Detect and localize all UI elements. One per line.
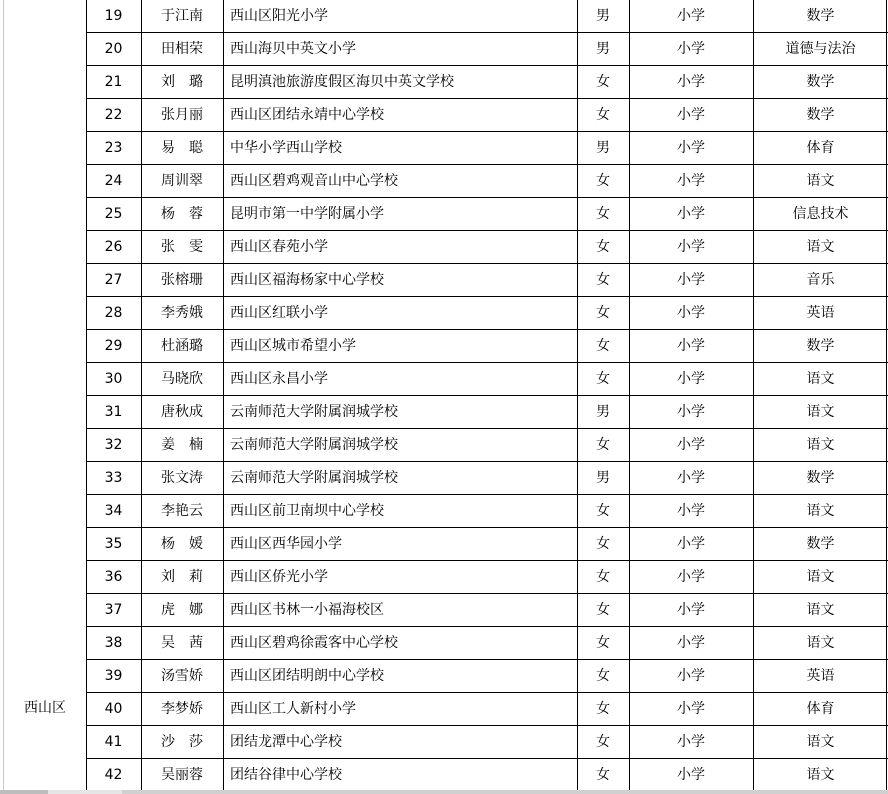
school-name-cell[interactable]: 西山区碧鸡观音山中心学校 [230, 173, 398, 189]
gender-cell[interactable]: 女 [596, 305, 610, 321]
school-name-cell[interactable]: 中华小学西山学校 [230, 140, 342, 156]
subject-cell[interactable]: 数学 [806, 338, 835, 354]
school-name-cell[interactable]: 西山区春苑小学 [230, 239, 328, 255]
gender-cell[interactable]: 男 [596, 8, 610, 24]
table-row [86, 429, 888, 462]
subject-cell[interactable]: 语文 [806, 371, 835, 387]
row-number-cell[interactable]: 38 [104, 635, 123, 651]
teacher-name-cell[interactable]: 于江南 [161, 8, 203, 24]
school-level-cell[interactable]: 小学 [677, 470, 705, 486]
subject-cell[interactable]: 英语 [806, 668, 835, 684]
table-row [86, 297, 888, 330]
horizontal-scrollbar[interactable] [0, 790, 888, 794]
subject-cell[interactable]: 数学 [806, 470, 835, 486]
teacher-name-cell[interactable]: 易 聪 [161, 140, 203, 156]
teacher-name-cell[interactable]: 张榕珊 [161, 272, 203, 288]
row-number-cell[interactable]: 24 [104, 173, 123, 189]
row-number-cell[interactable]: 23 [104, 140, 123, 156]
subject-cell[interactable]: 语文 [806, 503, 835, 519]
teacher-name-cell[interactable]: 虎 娜 [161, 602, 203, 618]
gender-cell[interactable]: 女 [596, 503, 610, 519]
teacher-name-cell[interactable]: 田相荣 [161, 41, 203, 57]
row-number-cell[interactable]: 29 [104, 338, 123, 354]
school-level-cell[interactable]: 小学 [677, 404, 705, 420]
school-name-cell[interactable]: 云南师范大学附属润城学校 [230, 404, 398, 420]
gender-cell[interactable]: 女 [596, 272, 610, 288]
subject-cell[interactable]: 道德与法治 [785, 41, 856, 57]
teacher-name-cell[interactable]: 刘 莉 [161, 569, 203, 585]
row-number-cell[interactable]: 34 [104, 503, 123, 519]
school-level-cell[interactable]: 小学 [677, 8, 705, 24]
subject-cell[interactable]: 语文 [806, 437, 835, 453]
subject-cell[interactable]: 音乐 [806, 272, 835, 288]
gender-cell[interactable]: 女 [596, 569, 610, 585]
row-number-cell[interactable]: 37 [104, 602, 123, 618]
gender-cell[interactable]: 男 [596, 140, 610, 156]
school-level-cell[interactable]: 小学 [677, 569, 705, 585]
school-name-cell[interactable]: 西山区前卫南坝中心学校 [230, 503, 384, 519]
subject-cell[interactable]: 英语 [806, 305, 835, 321]
table-row [86, 330, 888, 363]
teacher-name-cell[interactable]: 杨 媛 [161, 536, 203, 552]
school-level-cell[interactable]: 小学 [677, 206, 705, 222]
school-level-cell[interactable]: 小学 [677, 437, 705, 453]
subject-cell[interactable]: 数学 [806, 74, 835, 90]
row-number-cell[interactable]: 19 [104, 8, 123, 24]
teacher-name-cell[interactable]: 马晓欣 [161, 371, 203, 387]
school-level-cell[interactable]: 小学 [677, 239, 705, 255]
teacher-name-cell[interactable]: 刘 璐 [161, 74, 203, 90]
school-level-cell[interactable]: 小学 [677, 734, 705, 750]
teacher-name-cell[interactable]: 杨 蓉 [161, 206, 203, 222]
table-row [86, 495, 888, 528]
school-name-cell[interactable]: 西山区侨光小学 [230, 569, 328, 585]
subject-cell[interactable]: 体育 [806, 701, 835, 717]
teacher-name-cell[interactable]: 姜 楠 [161, 437, 203, 453]
school-name-cell[interactable]: 西山区阳光小学 [230, 8, 328, 24]
subject-cell[interactable]: 语文 [806, 404, 835, 420]
teacher-name-cell[interactable]: 杜涵璐 [161, 338, 203, 354]
teacher-name-cell[interactable]: 周训翠 [161, 173, 203, 189]
table-row [86, 594, 888, 627]
teacher-name-cell[interactable]: 李艳云 [161, 503, 203, 519]
gender-cell[interactable]: 女 [596, 635, 610, 651]
table-row [86, 363, 888, 396]
row-number-cell[interactable]: 28 [104, 305, 123, 321]
row-number-cell[interactable]: 35 [104, 536, 123, 552]
row-number-cell[interactable]: 25 [104, 206, 123, 222]
subject-cell[interactable]: 语文 [806, 239, 835, 255]
school-level-cell[interactable]: 小学 [677, 536, 705, 552]
school-name-cell[interactable]: 西山区红联小学 [230, 305, 328, 321]
row-number-cell[interactable]: 36 [104, 569, 123, 585]
table-row [86, 759, 888, 792]
school-level-cell[interactable]: 小学 [677, 107, 705, 123]
row-number-cell[interactable]: 20 [104, 41, 123, 57]
school-level-cell[interactable]: 小学 [677, 305, 705, 321]
subject-cell[interactable]: 语文 [806, 173, 835, 189]
school-name-cell[interactable]: 团结龙潭中心学校 [230, 734, 342, 750]
gender-cell[interactable]: 男 [596, 470, 610, 486]
table-row [86, 132, 888, 165]
row-number-cell[interactable]: 39 [104, 668, 123, 684]
school-name-cell[interactable]: 西山区工人新村小学 [230, 701, 356, 717]
row-number-cell[interactable]: 33 [104, 470, 123, 486]
table-row [86, 99, 888, 132]
gender-cell[interactable]: 男 [596, 41, 610, 57]
subject-cell[interactable]: 语文 [806, 602, 835, 618]
gender-cell[interactable]: 女 [596, 602, 610, 618]
scrollbar-segment [0, 790, 48, 794]
gender-cell[interactable]: 女 [596, 701, 610, 717]
row-number-cell[interactable]: 21 [104, 74, 123, 90]
school-level-cell[interactable]: 小学 [677, 41, 705, 57]
teacher-name-cell[interactable]: 唐秋成 [161, 404, 203, 420]
school-level-cell[interactable]: 小学 [677, 173, 705, 189]
table-row [86, 561, 888, 594]
table-row [86, 660, 888, 693]
school-name-cell[interactable]: 云南师范大学附属润城学校 [230, 470, 398, 486]
row-number-cell[interactable]: 27 [104, 272, 123, 288]
row-number-cell[interactable]: 32 [104, 437, 123, 453]
school-name-cell[interactable]: 西山区团结明朗中心学校 [230, 668, 384, 684]
row-number-cell[interactable]: 40 [104, 701, 123, 717]
school-name-cell[interactable]: 西山区永昌小学 [230, 371, 328, 387]
subject-cell[interactable]: 体育 [806, 140, 835, 156]
table-row [86, 198, 888, 231]
school-name-cell[interactable]: 西山海贝中英文小学 [230, 41, 356, 57]
table-row [86, 726, 888, 759]
school-name-cell[interactable]: 西山区西华园小学 [230, 536, 342, 552]
gender-cell[interactable]: 女 [596, 338, 610, 354]
gender-cell[interactable]: 女 [596, 74, 610, 90]
school-level-cell[interactable]: 小学 [677, 668, 705, 684]
teacher-name-cell[interactable]: 张 雯 [161, 239, 203, 255]
gender-cell[interactable]: 女 [596, 767, 610, 783]
table-row [86, 33, 888, 66]
teacher-name-cell[interactable]: 李秀娥 [161, 305, 203, 321]
table-row [86, 627, 888, 660]
subject-cell[interactable]: 数学 [806, 107, 835, 123]
school-name-cell[interactable]: 昆明市第一中学附属小学 [230, 206, 384, 222]
table-row [86, 396, 888, 429]
subject-cell[interactable]: 语文 [806, 734, 835, 750]
school-name-cell[interactable]: 西山区团结永靖中心学校 [230, 107, 384, 123]
teacher-name-cell[interactable]: 张文涛 [161, 470, 203, 486]
school-level-cell[interactable]: 小学 [677, 635, 705, 651]
school-name-cell[interactable]: 昆明滇池旅游度假区海贝中英文学校 [230, 74, 454, 90]
school-name-cell[interactable]: 云南师范大学附属润城学校 [230, 437, 398, 453]
subject-cell[interactable]: 语文 [806, 767, 835, 783]
table-row [86, 0, 888, 33]
gender-cell[interactable]: 男 [596, 404, 610, 420]
school-level-cell[interactable]: 小学 [677, 338, 705, 354]
school-level-cell[interactable]: 小学 [677, 74, 705, 90]
gender-cell[interactable]: 女 [596, 173, 610, 189]
gender-cell[interactable]: 女 [596, 734, 610, 750]
row-number-cell[interactable]: 41 [104, 734, 123, 750]
subject-cell[interactable]: 语文 [806, 635, 835, 651]
district-cell[interactable]: 西山区 [24, 700, 66, 716]
school-level-cell[interactable]: 小学 [677, 371, 705, 387]
gender-cell[interactable]: 女 [596, 371, 610, 387]
row-number-cell[interactable]: 31 [104, 404, 123, 420]
school-name-cell[interactable]: 西山区福海杨家中心学校 [230, 272, 384, 288]
table-row [86, 462, 888, 495]
gender-cell[interactable]: 女 [596, 206, 610, 222]
row-number-cell[interactable]: 22 [104, 107, 123, 123]
school-name-cell[interactable]: 西山区碧鸡徐霞客中心学校 [230, 635, 398, 651]
table-row [86, 528, 888, 561]
teacher-name-cell[interactable]: 吴 茜 [161, 635, 203, 651]
school-name-cell[interactable]: 西山区书林一小福海校区 [230, 602, 384, 618]
subject-cell[interactable]: 数学 [806, 536, 835, 552]
teacher-name-cell[interactable]: 沙 莎 [161, 734, 203, 750]
teacher-name-cell[interactable]: 李梦娇 [161, 701, 203, 717]
table-row [86, 231, 888, 264]
subject-cell[interactable]: 数学 [806, 8, 835, 24]
school-name-cell[interactable]: 团结谷律中心学校 [230, 767, 342, 783]
teacher-name-cell[interactable]: 汤雪娇 [161, 668, 203, 684]
teacher-name-cell[interactable]: 张月丽 [161, 107, 203, 123]
subject-cell[interactable]: 语文 [806, 569, 835, 585]
row-number-cell[interactable]: 30 [104, 371, 123, 387]
grid-line [3, 0, 4, 790]
table-row [86, 264, 888, 297]
gender-cell[interactable]: 女 [596, 668, 610, 684]
school-level-cell[interactable]: 小学 [677, 140, 705, 156]
row-number-cell[interactable]: 26 [104, 239, 123, 255]
gender-cell[interactable]: 女 [596, 437, 610, 453]
gender-cell[interactable]: 女 [596, 536, 610, 552]
school-name-cell[interactable]: 西山区城市希望小学 [230, 338, 356, 354]
school-level-cell[interactable]: 小学 [677, 767, 705, 783]
gender-cell[interactable]: 女 [596, 239, 610, 255]
school-level-cell[interactable]: 小学 [677, 602, 705, 618]
gender-cell[interactable]: 女 [596, 107, 610, 123]
subject-cell[interactable]: 信息技术 [792, 206, 849, 222]
table-row [86, 66, 888, 99]
school-level-cell[interactable]: 小学 [677, 503, 705, 519]
teacher-name-cell[interactable]: 吴丽蓉 [161, 767, 203, 783]
table-row [86, 165, 888, 198]
school-level-cell[interactable]: 小学 [677, 701, 705, 717]
scrollbar-thumb[interactable] [122, 790, 888, 794]
row-number-cell[interactable]: 42 [104, 767, 123, 783]
school-level-cell[interactable]: 小学 [677, 272, 705, 288]
table-row [86, 693, 888, 726]
